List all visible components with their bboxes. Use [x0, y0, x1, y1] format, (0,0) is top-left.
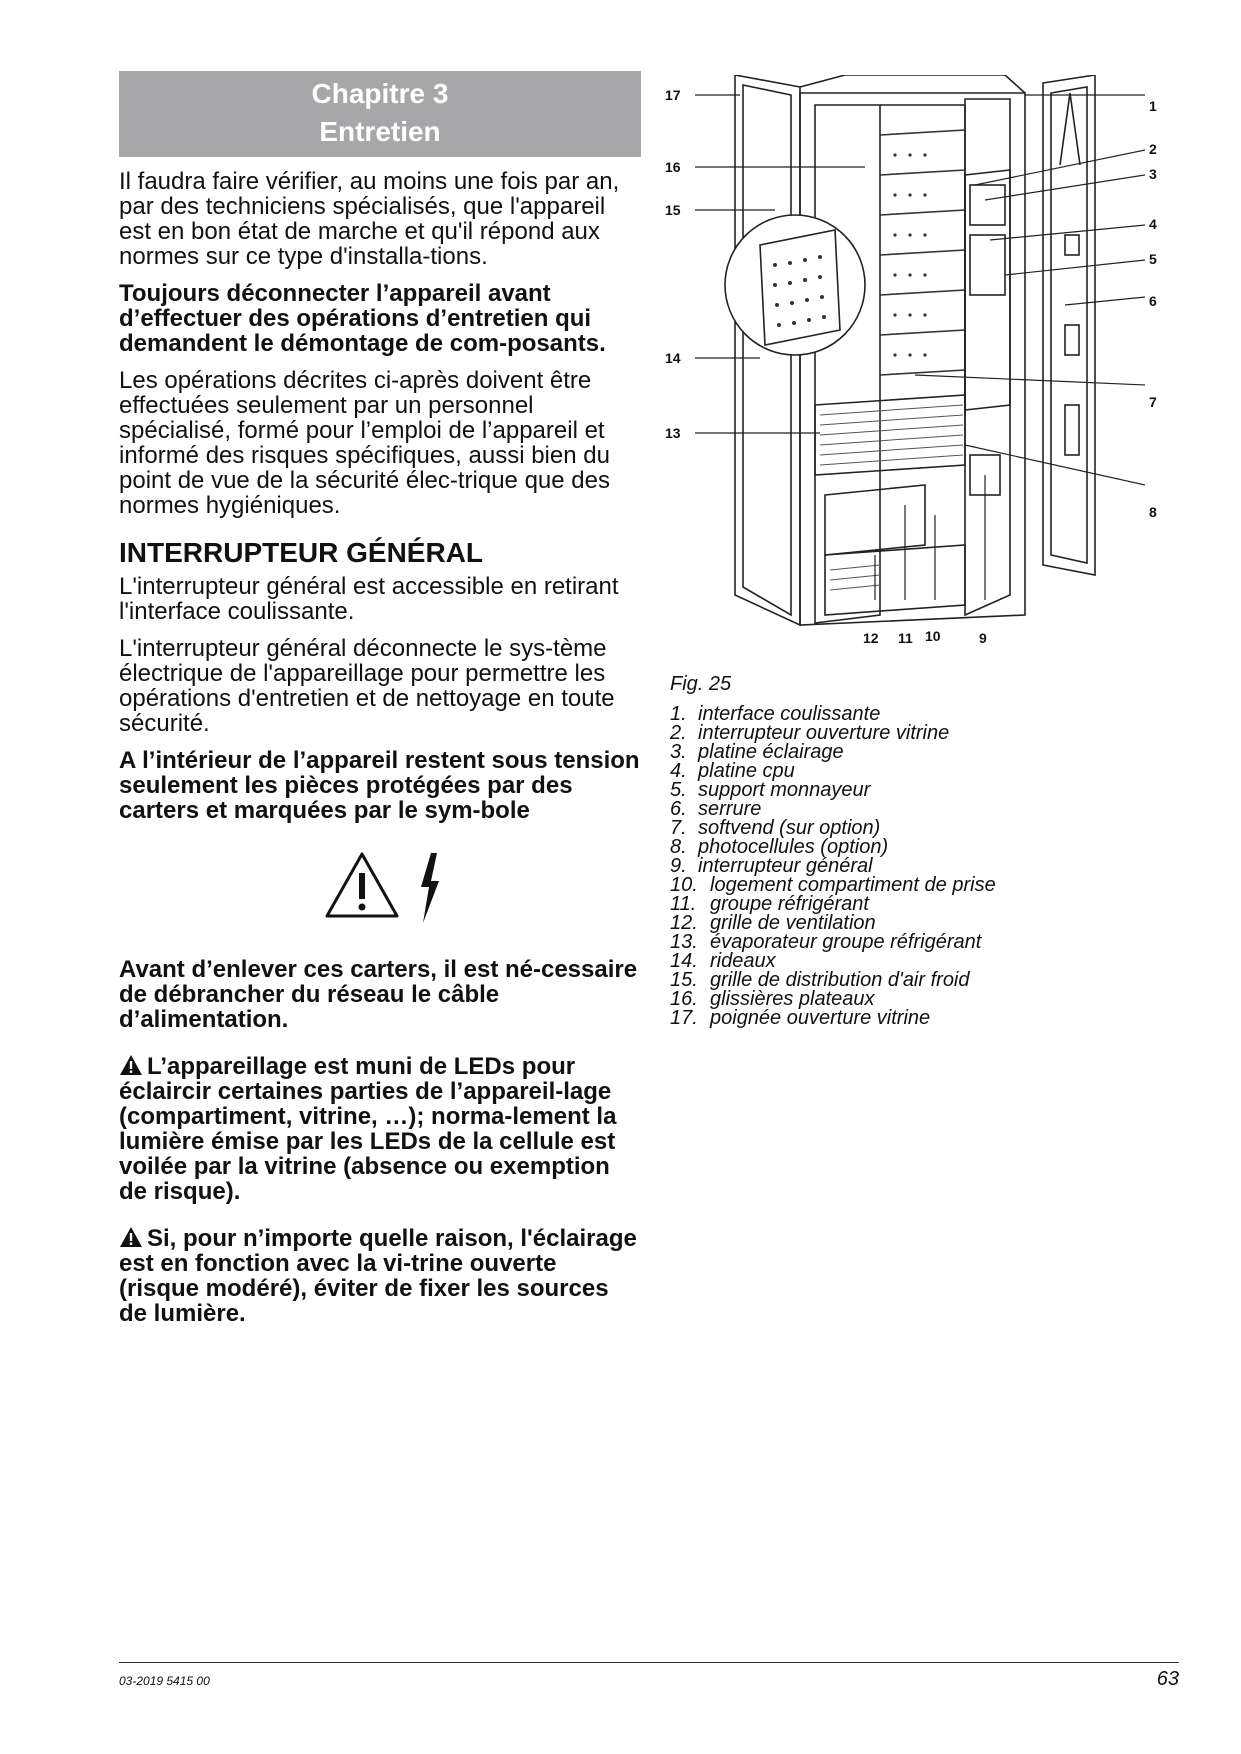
chapter-header	[119, 71, 641, 157]
legend-item: 12. grille de ventilation	[670, 912, 876, 934]
page-number: 63	[1156, 1668, 1179, 1690]
callout-1: 1	[1149, 98, 1157, 114]
callout-13: 13	[665, 425, 681, 441]
legend-item: 16. glissières plateaux	[670, 988, 875, 1010]
callout-5: 5	[1149, 251, 1157, 267]
callout-17: 17	[665, 87, 681, 103]
callout-10: 10	[925, 628, 941, 644]
section-paragraph-2: L'interrupteur général déconnecte le sys-tème électrique de l'appareillage pour permettre les opérations d'entretien et de nettoyage en toute sécurité.	[119, 635, 615, 737]
legend-item: 13. évaporateur groupe réfrigérant	[670, 931, 982, 953]
section-heading: INTERRUPTEUR GÉNÉRAL	[119, 537, 484, 568]
chapter-title: Entretien	[319, 116, 441, 147]
callout-8: 8	[1149, 504, 1157, 520]
callout-11: 11	[898, 630, 913, 646]
intro-warning: Toujours déconnecter l’appareil avant d’effectuer des opérations d’entretien qui demandent le démontage de com-posants.	[119, 280, 606, 357]
legend-item: 3. platine éclairage	[670, 741, 844, 763]
legend-item: 7. softvend (sur option)	[670, 817, 881, 839]
document-code: 03-2019 5415 00	[119, 1674, 210, 1688]
led-warning-1-text: L’appareillage est muni de LEDs pour éclaircir certaines parties de l’appareil-lage (compartiment, vitrine, …); norma-lement la lumière émise par les LEDs de la cellule est voilée par la vitrine (absence ou exemption de risque).	[119, 1053, 617, 1205]
section-paragraph-1: L'interrupteur général est accessible en retirant l'interface coulissante.	[119, 573, 619, 625]
legend-item: 6. serrure	[670, 798, 762, 820]
lightning-bolt-icon	[417, 853, 443, 923]
legend-item: 14. rideaux	[670, 950, 776, 972]
intro-paragraph-1: Il faudra faire vérifier, au moins une fois par an, par des techniciens spécialisés, que l'appareil est en bon état de marche et qu'il répond aux normes sur ce type d'installa-tions.	[119, 168, 620, 270]
legend-item: 17. poignée ouverture vitrine	[670, 1007, 931, 1029]
legend-item: 5. support monnayeur	[670, 779, 871, 801]
led-warning-2-text: Si, pour n’importe quelle raison, l'éclairage est en fonction avec la vi-trine ouverte (risque modéré), éviter de fixer les sources de lumière.	[119, 1225, 637, 1327]
chapter-number: Chapitre 3	[311, 78, 449, 109]
callout-16: 16	[665, 159, 681, 175]
small-warning-triangle-icon	[119, 1226, 143, 1248]
figure-legend	[670, 705, 996, 1028]
callout-4: 4	[1149, 216, 1157, 232]
left-column	[119, 71, 641, 1338]
led-warning-2	[119, 1226, 641, 1326]
callout-6: 6	[1149, 293, 1157, 309]
legend-item: 10. logement compartiment de prise	[670, 874, 996, 896]
led-warning-1	[119, 1054, 641, 1204]
legend-item: 9. interrupteur général	[670, 855, 873, 877]
legend-item: 11. groupe réfrigérant	[670, 893, 869, 915]
callout-2: 2	[1149, 141, 1157, 157]
legend-item: 1. interface coulissante	[670, 703, 881, 725]
legend-item: 15. grille de distribution d'air froid	[670, 969, 970, 991]
footer-divider	[119, 1662, 1179, 1663]
callout-3: 3	[1149, 166, 1157, 182]
legend-item: 8. photocellules (option)	[670, 836, 889, 858]
callout-7: 7	[1149, 394, 1157, 410]
callout-15: 15	[665, 202, 681, 218]
legend-item: 2. interrupteur ouverture vitrine	[670, 722, 950, 744]
hazard-symbols	[119, 851, 641, 931]
section-warning-2: Avant d’enlever ces carters, il est né-cessaire de débrancher du réseau le câble d’alimentation.	[119, 956, 638, 1033]
intro-paragraph-3: Les opérations décrites ci-après doivent être effectuées seulement par un personnel spécialisé, formé pour l’emploi de l’appareil et informé des risques spécifiques, aussi bien du point de vue de la sécurité élec-trique que des normes hygiéniques.	[119, 367, 610, 519]
vending-machine-diagram	[665, 75, 1185, 665]
figure-caption: Fig. 25	[670, 673, 732, 695]
small-warning-triangle-icon	[119, 1054, 143, 1076]
legend-item: 4. platine cpu	[670, 760, 795, 782]
callout-14: 14	[665, 350, 681, 366]
callout-12: 12	[863, 630, 879, 646]
warning-triangle-icon	[324, 851, 400, 919]
callout-9: 9	[979, 630, 987, 646]
section-warning-1: A l’intérieur de l’appareil restent sous tension seulement les pièces protégées par des carters et marquées par le sym-bole	[119, 747, 640, 824]
